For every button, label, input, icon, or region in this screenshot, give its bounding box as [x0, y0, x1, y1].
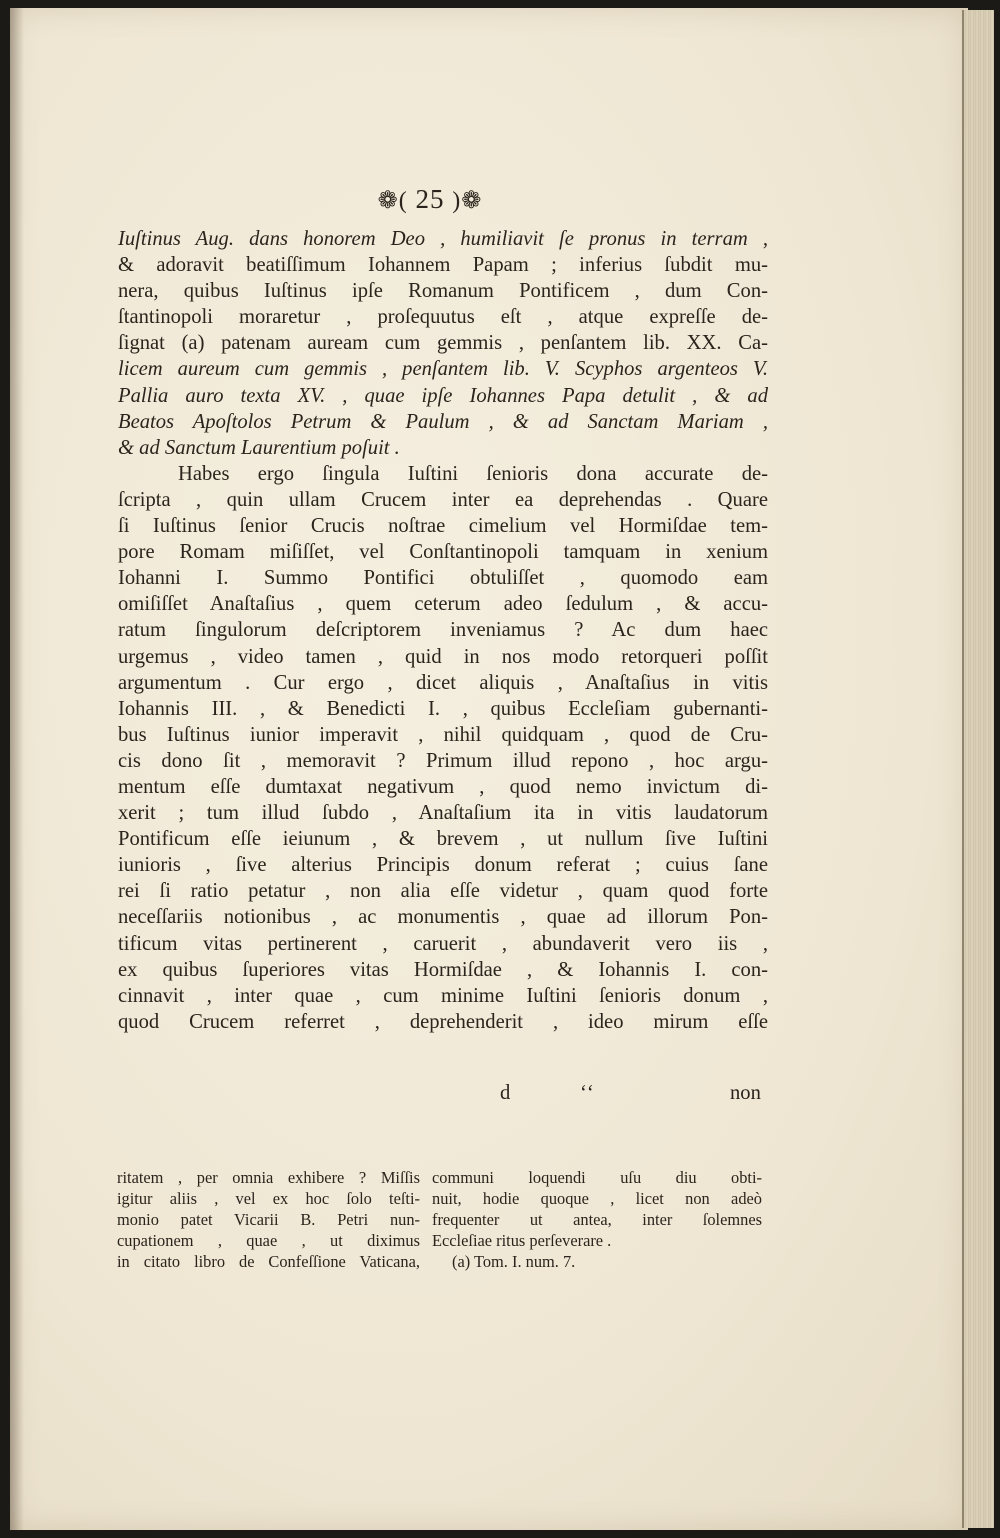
text-line: & ad Sanctum Laurentium poſuit . [118, 436, 400, 459]
text-line: ex quibus ſuperiores vitas Hormiſdae , & Iohannis I. con- [118, 958, 768, 981]
footnote-line: ritatem , per omnia exhibere ? Miſſis [117, 1168, 420, 1187]
page-header [360, 184, 500, 224]
footnote-line: cupationem , quae , ut diximus [117, 1231, 420, 1250]
ornament-right-icon: )❁ [452, 188, 483, 214]
text-line: nera, quibus Iuſtinus ipſe Romanum Pontificem , dum Con- [118, 280, 768, 303]
text-line: Beatos Apoſtolos Petrum & Paulum , & ad Sanctam Mariam , [118, 410, 768, 433]
text-line: ratum ſingulorum deſcriptorem inveniamus ? Ac dum haec [118, 619, 768, 642]
text-line: ſignat (a) patenam auream cum gemmis , penſantem lib. XX. Ca- [118, 332, 768, 355]
footnote-line: monio patet Vicarii B. Petri nun- [117, 1210, 420, 1229]
text-line: Pontificum eſſe ieiunum , & brevem , ut nullum ſive Iuſtini [118, 828, 768, 851]
text-line: cinnavit , inter quae , cum minime Iuſtini ſenioris donum , [118, 984, 768, 1007]
catch-mark: ʻʻ [580, 1082, 594, 1104]
text-line: neceſſariis notionibus , ac monumentis , quae ad illorum Pon- [118, 906, 768, 929]
catchline [118, 1082, 768, 1108]
footnote-line: communi loquendi uſu diu obti- [432, 1168, 762, 1187]
text-line: Iuſtinus Aug. dans honorem Deo , humiliavit ſe pronus in terram , [118, 228, 768, 250]
text-line: ſtantinopoli moraretur , proſequutus eſt , atque expreſſe de- [118, 306, 768, 329]
footnote-line: nuit, hodie quoque , licet non adeò [432, 1189, 762, 1208]
text-line: licem aureum cum gemmis , penſantem lib. V. Scyphos argenteos V. [118, 358, 768, 381]
gutter-shadow [10, 8, 24, 1530]
page-number: 25 [415, 184, 445, 214]
text-line: bus Iuſtinus iunior imperavit , nihil quidquam , quod de Cru- [118, 723, 768, 746]
text-line: Iohanni I. Summo Pontifici obtuliſſet , quomodo eam [118, 567, 768, 590]
text-line: quod Crucem referret , deprehenderit , ideo mirum eſſe [118, 1010, 768, 1033]
text-line: & adoravit beatiſſimum Iohannem Papam ; inferius ſubdit mu- [118, 254, 768, 277]
text-line: pore Romam miſiſſet, vel Conſtantinopoli tamquam in xenium [118, 541, 768, 564]
text-line: rei ſi ratio petatur , non alia eſſe videtur , quam quod forte [118, 880, 768, 903]
footnote-left-column [117, 1167, 420, 1272]
main-text [118, 226, 768, 1035]
footnote-line: igitur aliis , vel ex hoc ſolo teſti- [117, 1189, 420, 1208]
text-line: tificum vitas pertinerent , caruerit , abundaverit vero iis , [118, 932, 768, 955]
text-line: ſcripta , quin ullam Crucem inter ea deprehendas . Quare [118, 488, 768, 511]
ornament-left-icon: ❁( [377, 188, 408, 214]
text-line: ſi Iuſtinus ſenior Crucis noſtrae cimelium vel Hormiſdae tem- [118, 515, 768, 538]
text-line: xerit ; tum illud ſubdo , Anaſtaſium ita in vitis laudatorum [118, 802, 768, 825]
text-line: Habes ergo ſingula Iuſtini ſenioris dona accurate de- [178, 462, 768, 485]
text-line: Iohannis III. , & Benedicti I. , quibus Eccleſiam gubernanti- [118, 697, 768, 720]
footnote-line: (a) Tom. I. num. 7. [452, 1252, 576, 1271]
catchword: non [730, 1082, 761, 1104]
text-line: iunioris , ſive alterius Principis donum referat ; cuius ſane [118, 854, 768, 877]
text-line: argumentum . Cur ergo , dicet aliquis , Anaſtaſius in vitis [118, 671, 768, 694]
signature-mark: d [500, 1082, 511, 1104]
footnote-line: frequenter ut antea, inter ſolemnes [432, 1210, 762, 1229]
footnote-line: in citato libro de Confeſſione Vaticana, [117, 1252, 420, 1271]
text-line: urgemus , video tamen , quid in nos modo retorqueri poſſit [118, 645, 768, 668]
footnote-right-column [432, 1167, 762, 1272]
text-line: Pallia auro texta XV. , quae ipſe Iohannes Papa detulit , & ad [118, 384, 768, 407]
text-line: mentum eſſe dumtaxat negativum , quod nemo invictum di- [118, 775, 768, 798]
text-line: cis dono ſit , memoravit ? Primum illud repono , hoc argu- [118, 749, 768, 772]
footnote-line: Eccleſiae ritus perſeverare . [432, 1231, 612, 1250]
page-edges [962, 10, 994, 1528]
text-line: omiſiſſet Anaſtaſius , quem ceterum adeo ſedulum , & accu- [118, 593, 768, 616]
